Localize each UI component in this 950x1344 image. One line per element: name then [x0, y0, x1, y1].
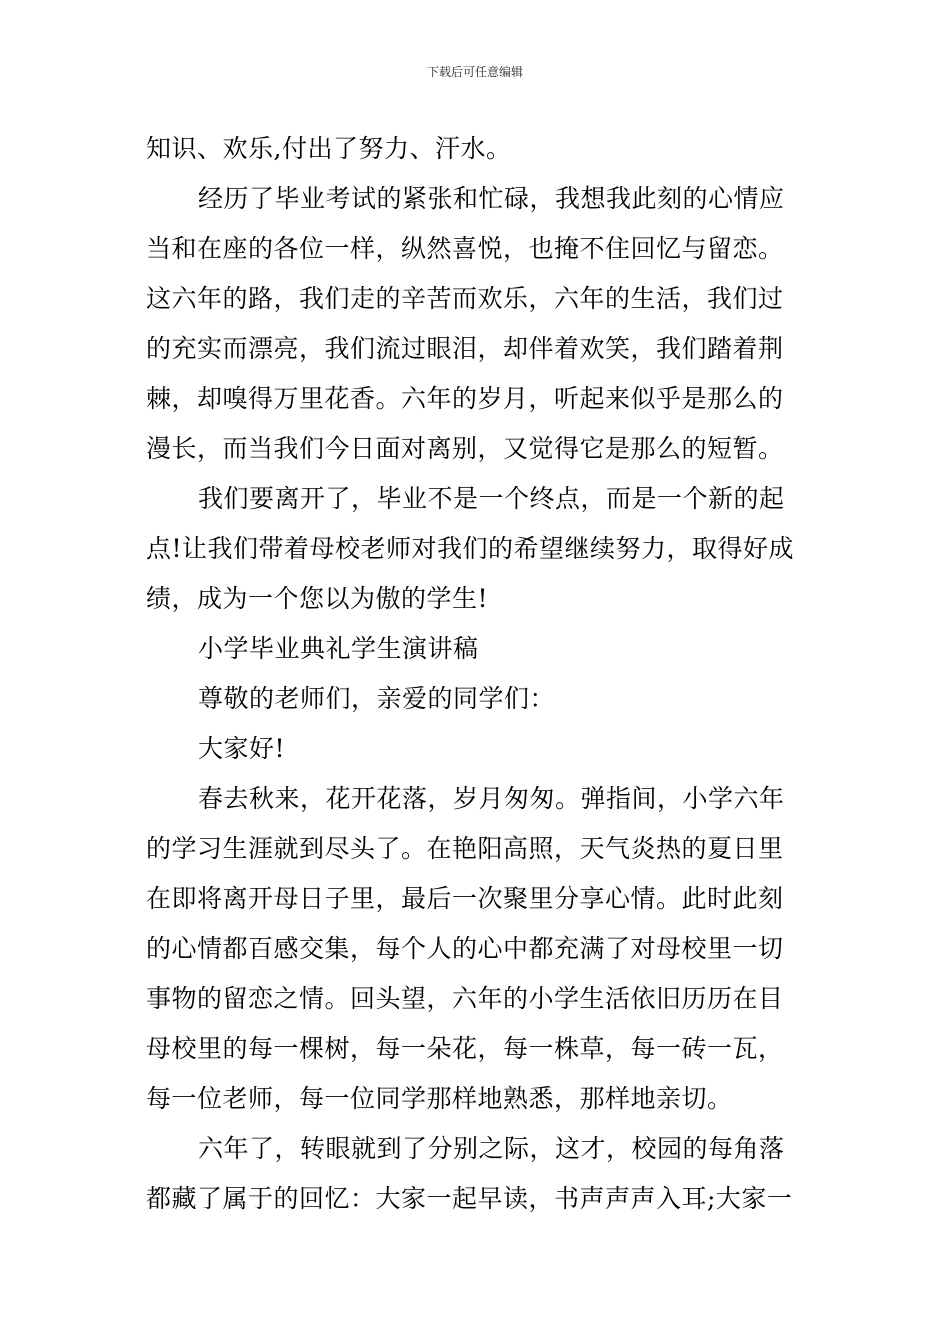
text-line: 的充实而漂亮，我们流过眼泪，却伴着欢笑，我们踏着荆: [146, 334, 784, 363]
text-line: 漫长，而当我们今日面对离别，又觉得它是那么的短暂。: [146, 434, 784, 463]
document-body: [146, 124, 811, 1224]
text-line: 母校里的每一棵树，每一朵花，每一株草，每一砖一瓦，: [146, 1034, 784, 1063]
text-line: 当和在座的各位一样，纵然喜悦，也掩不住回忆与留恋。: [146, 234, 784, 263]
text-line: 棘，却嗅得万里花香。六年的岁月，听起来似乎是那么的: [146, 384, 784, 413]
section-title: 小学毕业典礼学生演讲稿: [198, 634, 479, 663]
text-line: 这六年的路，我们走的辛苦而欢乐，六年的生活，我们过: [146, 284, 784, 313]
text-line: 的学习生涯就到尽头了。在艳阳高照，天气炎热的夏日里: [146, 834, 784, 863]
text-line: 点!让我们带着母校老师对我们的希望继续努力，取得好成: [146, 534, 795, 563]
text-line: 知识、欢乐,付出了努力、汗水。: [146, 134, 512, 163]
salutation: 尊敬的老师们，亲爱的同学们：: [198, 684, 556, 713]
text-line: 春去秋来，花开花落，岁月匆匆。弹指间，小学六年: [198, 784, 785, 813]
page-header: 下载后可任意编辑: [426, 65, 523, 79]
text-line: 经历了毕业考试的紧张和忙碌，我想我此刻的心情应: [198, 184, 785, 213]
greeting: 大家好!: [198, 734, 286, 763]
text-line: 六年了，转眼就到了分别之际，这才，校园的每角落: [198, 1134, 785, 1163]
text-line: 在即将离开母日子里，最后一次聚里分享心情。此时此刻: [146, 884, 784, 913]
text-line: 绩，成为一个您以为傲的学生!: [146, 584, 489, 613]
text-line: 事物的留恋之情。回头望，六年的小学生活依旧历历在目: [146, 984, 784, 1013]
text-line: 每一位老师，每一位同学那样地熟悉，那样地亲切。: [146, 1084, 733, 1113]
text-line: 的心情都百感交集，每个人的心中都充满了对母校里一切: [146, 934, 784, 963]
text-line: 都藏了属于的回忆：大家一起早读，书声声声入耳;大家一: [146, 1184, 793, 1213]
text-line: 我们要离开了，毕业不是一个终点，而是一个新的起: [198, 484, 785, 513]
